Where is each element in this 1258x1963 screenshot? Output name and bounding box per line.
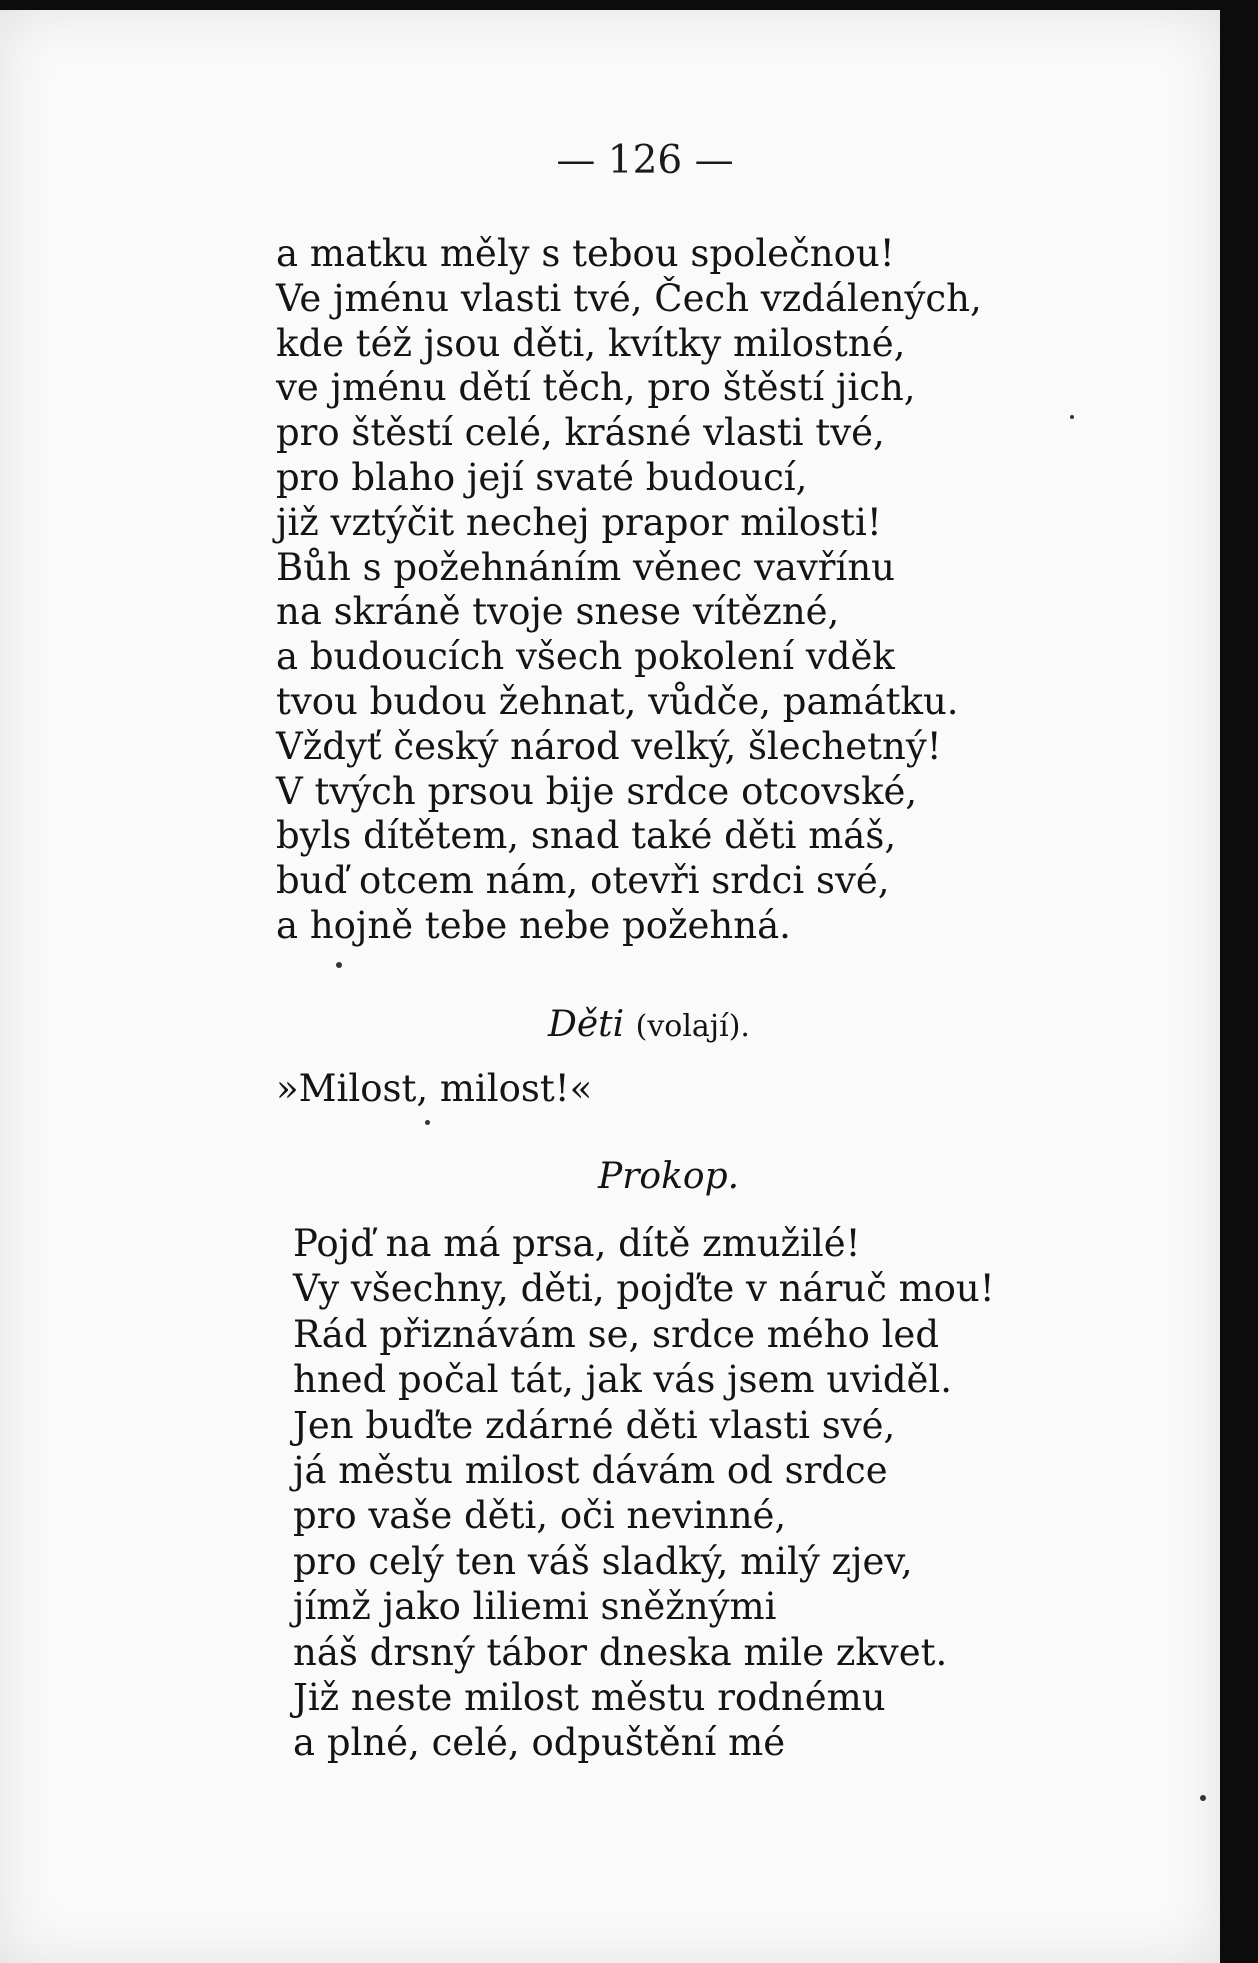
verse-line: pro štěstí celé, krásné vlasti tvé, (276, 411, 885, 455)
stage-direction: (volají). (635, 1009, 750, 1044)
speaker-name: Prokop. (598, 1156, 740, 1197)
verse-line: Vždyť český národ velký, šlechetný! (276, 724, 942, 768)
verse-line: kde též jsou děti, kvítky milostné, (276, 321, 906, 365)
verse-line: jímž jako liliemi sněžnými (293, 1585, 777, 1629)
verse-line: já městu milost dávám od srdce (293, 1449, 888, 1493)
verse-line: Pojď na má prsa, dítě zmužilé! (293, 1222, 861, 1265)
verse-line: pro blaho její svaté budoucí, (276, 455, 808, 499)
verse-line: tvou budou žehnat, vůdče, památku. (276, 679, 959, 723)
book-page (0, 10, 1220, 1963)
paper-speck (1070, 415, 1074, 419)
verse-line: hned počal tát, jak vás jsem uviděl. (293, 1358, 953, 1402)
verse-line: Vy všechny, děti, pojďte v náruč mou! (293, 1267, 995, 1311)
verse-line: Rád přiznávám se, srdce mého led (293, 1312, 940, 1356)
verse-line: Bůh s požehnáním věnec vavřínu (276, 545, 895, 589)
verse-line: a matku měly s tebou společnou! (276, 232, 895, 275)
verse-line: Ve jménu vlasti tvé, Čech vzdálených, (276, 276, 982, 320)
verse-line: na skráně tvoje snese vítězné, (276, 590, 840, 634)
verse-line: ve jménu dětí těch, pro štěstí jich, (276, 366, 916, 410)
verse-line: Jen buďte zdárné děti vlasti své, (293, 1403, 896, 1447)
verse-line: buď otcem nám, otevři srdci své, (276, 859, 890, 903)
speaker-heading-prokop (598, 1156, 739, 1197)
verse-line: a budoucích všech pokolení vděk (276, 635, 895, 679)
verse-block-prokop (293, 1221, 995, 1766)
speaker-name: Děti (548, 1004, 625, 1045)
verse-line: pro vaše děti, oči nevinné, (293, 1494, 787, 1538)
verse-line: a plné, celé, odpuštění mé (293, 1721, 786, 1765)
paper-speck (1200, 1795, 1206, 1801)
paper-speck (336, 962, 342, 968)
verse-line: pro celý ten váš sladký, milý zjev, (293, 1539, 913, 1583)
verse-line: náš drsný tábor dneska mile zkvet. (293, 1630, 948, 1674)
verse-block-speech (276, 232, 982, 949)
page-number: — 126 — (556, 138, 734, 183)
verse-line: V tvých prsou bije srdce otcovské, (276, 769, 918, 813)
paper-speck (425, 1120, 430, 1125)
verse-line: a hojně tebe nebe požehná. (276, 903, 791, 947)
verse-line: byls dítětem, snad také děti máš, (276, 814, 897, 858)
verse-line: Již neste milost městu rodnému (293, 1676, 886, 1720)
shout-line: »Milost, milost!« (276, 1067, 593, 1110)
verse-line: již vztýčit nechej prapor milosti! (276, 500, 882, 544)
speaker-heading-deti (548, 1004, 750, 1045)
